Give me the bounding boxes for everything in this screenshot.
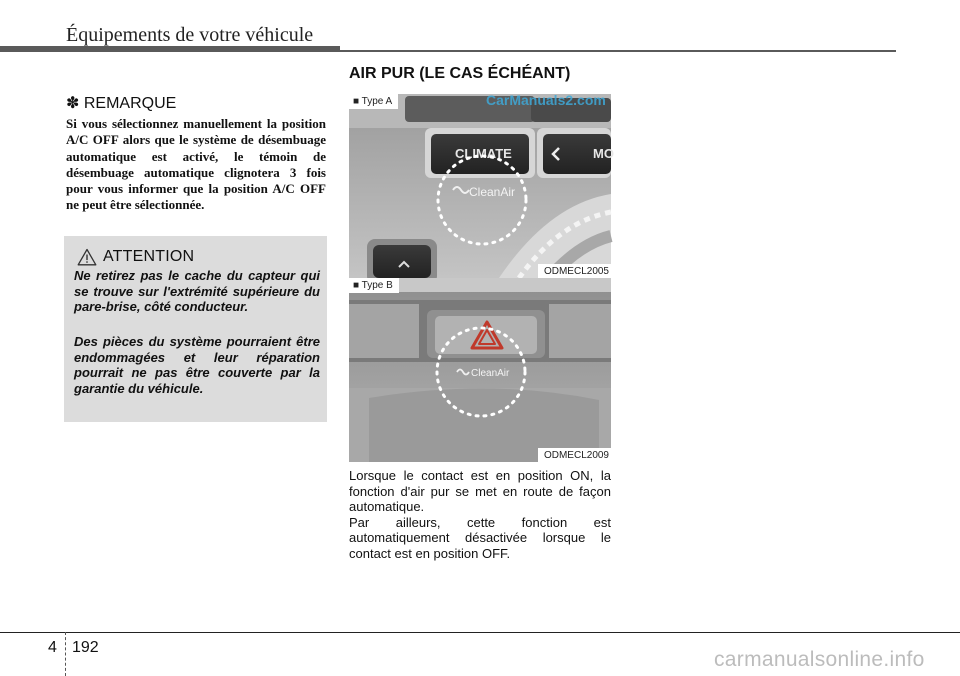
cleanair-label-b: CleanAir xyxy=(471,368,510,379)
climate-panel-illustration-b xyxy=(349,278,611,462)
climate-panel-illustration-a xyxy=(349,94,614,278)
remark-title: ✽ REMARQUE xyxy=(66,95,177,112)
warning-triangle-icon xyxy=(77,248,97,266)
remark-body: Si vous sélectionnez manuellement la position A/C OFF alors que le système de désembuage automatique est activé, le témoin de désembuage automatique clignotera 3 fois pour vous informer que la position A/C OFF ne peut être sélectionnée. xyxy=(66,116,326,213)
figure-type-a xyxy=(349,94,614,278)
body-paragraph-2: Par ailleurs, cette fonction est automatiquement désactivée lorsque le contact est en position OFF. xyxy=(349,514,611,561)
footer-dashed-line xyxy=(65,632,66,676)
attention-header xyxy=(77,248,194,266)
climate-button-label: CLIMATE xyxy=(455,146,512,161)
footer-divider xyxy=(0,632,960,633)
type-b-label: ■ Type B xyxy=(349,278,399,293)
air-pur-description xyxy=(349,468,611,562)
attention-title: ATTENTION xyxy=(103,248,195,265)
type-a-label: ■ Type A xyxy=(349,94,398,109)
footer-watermark: carmanualsonline.info xyxy=(714,648,925,671)
mode-button-label: MO xyxy=(593,146,614,161)
page-number: 192 xyxy=(72,639,99,656)
watermark-top: CarManuals2.com xyxy=(486,92,606,108)
attention-paragraph-2: Des pièces du système pourraient être endommagées et leur réparation pourrait ne pas être couverte par la garantie du véhicule. xyxy=(74,334,320,396)
figure-type-b xyxy=(349,278,611,462)
cleanair-label-a: CleanAir xyxy=(469,185,516,199)
figure-b-code: ODMECL2009 xyxy=(538,448,611,462)
header-title: Équipements de votre véhicule xyxy=(66,24,314,46)
attention-box xyxy=(64,236,327,422)
section-title: AIR PUR (LE CAS ÉCHÉANT) xyxy=(349,65,571,82)
header-rule xyxy=(340,50,896,52)
chapter-number: 4 xyxy=(48,639,57,656)
body-paragraph-1: Lorsque le contact est en position ON, la fonction d'air pur se met en route de façon automatique. xyxy=(349,468,611,515)
figure-a-code: ODMECL2005 xyxy=(538,264,611,278)
header-bar xyxy=(0,46,340,52)
attention-paragraph-1: Ne retirez pas le cache du capteur qui se trouve sur l'extrémité supérieure du pare-brise, côté conducteur. xyxy=(74,268,320,315)
